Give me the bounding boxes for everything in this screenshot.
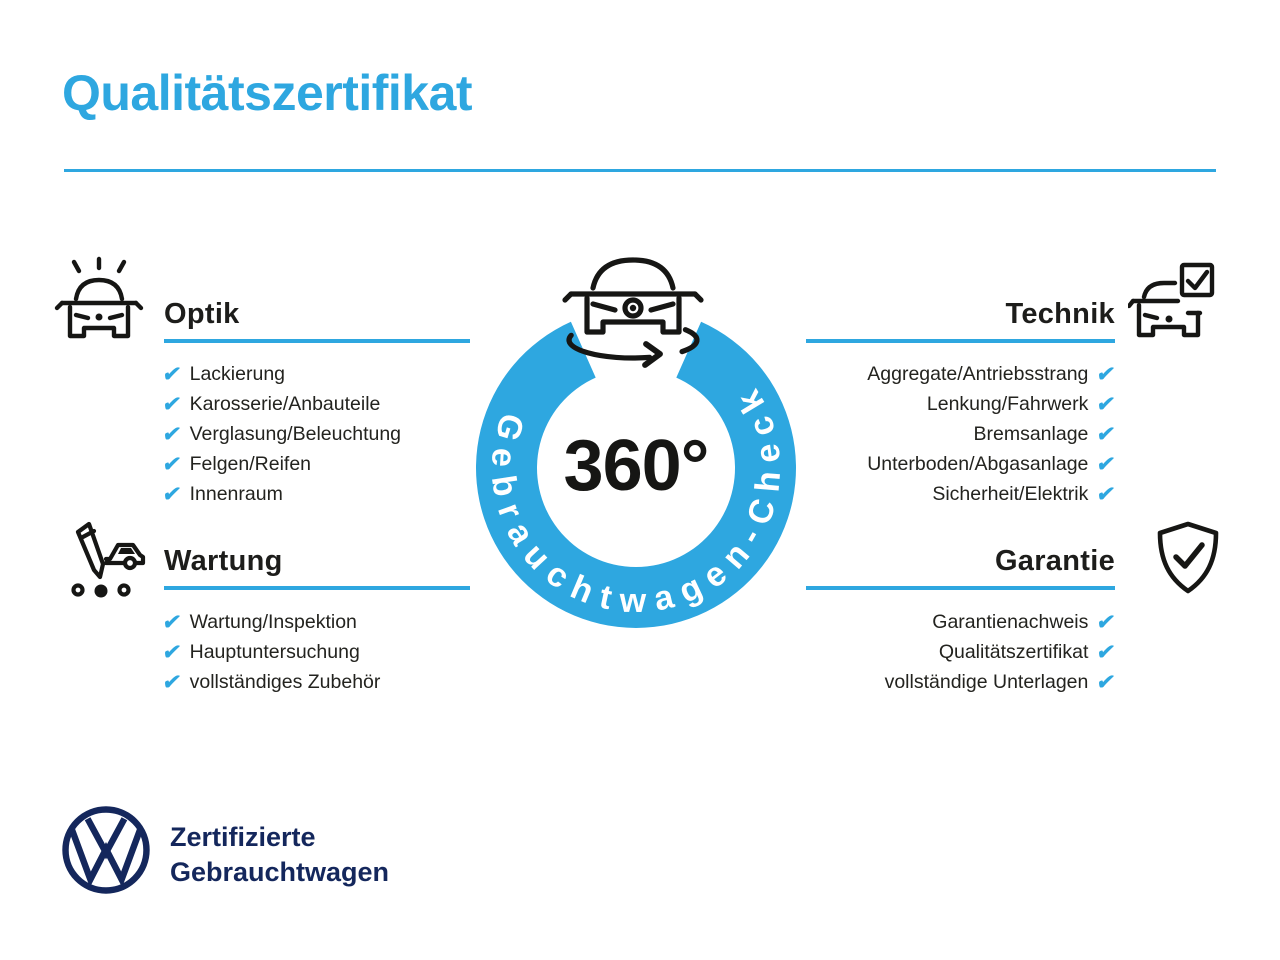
car-360-rotation-icon <box>565 260 701 365</box>
check-icon: ✔ <box>160 422 183 446</box>
brand-claim-line1: Zertifizierte <box>170 822 316 852</box>
section-title-garantie: Garantie <box>994 545 1115 577</box>
checklist-item <box>160 607 380 637</box>
check-icon: ✔ <box>1095 362 1118 386</box>
check-icon: ✔ <box>1095 452 1118 476</box>
checklist-item-label: Hauptuntersuchung <box>189 640 360 663</box>
badge-360-check <box>460 238 820 643</box>
check-icon: ✔ <box>160 482 183 506</box>
ring-label: Gebrauchtwagen-Check <box>483 379 789 621</box>
checklist-item-label: vollständige Unterlagen <box>884 670 1089 693</box>
brand-claim <box>170 820 389 890</box>
checklist-item <box>932 607 1118 637</box>
checklist-garantie <box>884 607 1118 697</box>
pencil-truck-icon <box>56 513 146 603</box>
checklist-item <box>160 419 402 449</box>
car-shine-icon <box>54 256 144 346</box>
check-icon: ✔ <box>1095 392 1118 416</box>
check-icon: ✔ <box>160 362 183 386</box>
vw-logo <box>60 804 152 896</box>
car-checkbox-icon <box>1128 258 1218 348</box>
checklist-item <box>160 479 401 509</box>
brand-claim-line2: Gebrauchtwagen <box>170 857 390 887</box>
section-title-wartung: Wartung <box>164 545 283 577</box>
check-icon: ✔ <box>160 392 183 416</box>
degrees-label: 360° <box>563 426 709 506</box>
page-title: Qualitätszertifikat <box>62 65 473 121</box>
checklist-item-label: Verglasung/Beleuchtung <box>189 422 402 445</box>
checklist-wartung <box>160 607 381 697</box>
check-icon: ✔ <box>1095 482 1118 506</box>
checklist-technik <box>867 359 1118 509</box>
checklist-item <box>932 479 1118 509</box>
section-title-optik: Optik <box>164 298 240 330</box>
checklist-item <box>160 637 380 667</box>
title-divider <box>64 169 1216 172</box>
section-title-technik: Technik <box>1005 298 1115 330</box>
checklist-item-label: Felgen/Reifen <box>189 452 312 475</box>
section-divider-optik <box>164 339 470 343</box>
check-icon: ✔ <box>160 640 183 664</box>
checklist-item-label: Wartung/Inspektion <box>189 610 357 633</box>
checklist-item-label: Karosserie/Anbauteile <box>189 392 381 415</box>
check-icon: ✔ <box>160 670 183 694</box>
checklist-item-label: vollständiges Zubehör <box>189 670 381 693</box>
check-icon: ✔ <box>1095 422 1118 446</box>
checklist-item-label: Sicherheit/Elektrik <box>932 482 1089 505</box>
checklist-item-label: Innenraum <box>189 482 283 505</box>
checklist-item <box>867 359 1118 389</box>
section-divider-wartung <box>164 586 470 590</box>
checklist-item-label: Garantienachweis <box>932 610 1089 633</box>
checklist-item <box>160 667 381 697</box>
checklist-item-label: Aggregate/Antriebsstrang <box>867 362 1089 385</box>
check-icon: ✔ <box>160 610 183 634</box>
checklist-item <box>926 389 1118 419</box>
check-icon: ✔ <box>160 452 183 476</box>
check-icon: ✔ <box>1095 610 1118 634</box>
section-divider-technik <box>806 339 1115 343</box>
checklist-item-label: Lenkung/Fahrwerk <box>926 392 1089 415</box>
checklist-item <box>884 667 1118 697</box>
checklist-item <box>160 389 401 419</box>
checklist-item-label: Unterboden/Abgasanlage <box>867 452 1089 475</box>
section-divider-garantie <box>806 586 1115 590</box>
checklist-item-label: Lackierung <box>189 362 286 385</box>
check-icon: ✔ <box>1095 670 1118 694</box>
checklist-optik <box>160 359 402 509</box>
shield-check-icon <box>1146 517 1230 601</box>
checklist-item <box>938 637 1118 667</box>
checklist-item <box>867 449 1118 479</box>
checklist-item <box>973 419 1118 449</box>
check-icon: ✔ <box>1095 640 1118 664</box>
checklist-item-label: Bremsanlage <box>973 422 1089 445</box>
checklist-item-label: Qualitätszertifikat <box>938 640 1089 663</box>
checklist-item <box>160 359 401 389</box>
checklist-item <box>160 449 401 479</box>
